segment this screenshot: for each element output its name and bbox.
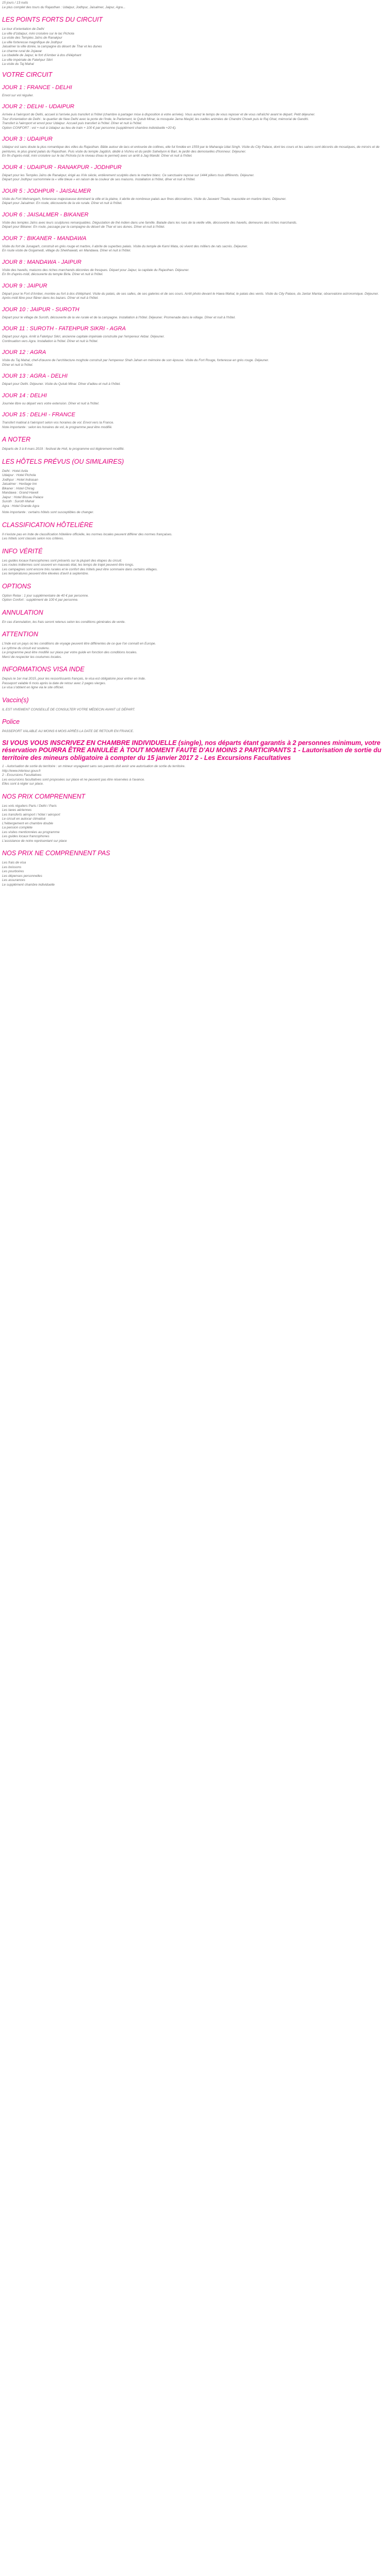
attention-line: Le programme peut être modifié sur place par votre guide en fonction des conditions locales. xyxy=(2,651,138,654)
day-text: Après-midi libre pour flâner dans les bazars. Dîner et nuit à l'hôtel. xyxy=(2,296,99,300)
police-title: Police xyxy=(2,718,20,725)
day-text: Dîner et nuit à l'hôtel. xyxy=(2,363,34,367)
info-verite-title: INFO VÉRITÉ xyxy=(2,547,43,555)
classification-line: Les hôtels sont classés selon nos critères. xyxy=(2,537,64,540)
vaccins-text xyxy=(2,708,389,713)
points-forts-item: La ville forteresse magnifique de Jodhpur xyxy=(2,40,62,44)
day-block xyxy=(2,84,389,98)
info-verite-line: Les routes indiennes sont souvent en mauvais état, les temps de trajet peuvent être longs. xyxy=(2,563,134,567)
day-text: Journée libre ou départ vers votre extension. Dîner et nuit à l'hôtel. xyxy=(2,401,100,405)
intro-text xyxy=(2,1,389,10)
hotel-item: Suroth : Suroth Mahal xyxy=(2,500,35,503)
options-line: Option Relax : 1 jour supplémentaire de 40 € par personne. xyxy=(2,594,89,598)
day-title: JOUR 4 : UDAIPUR - RANAKPUR - JODHPUR xyxy=(2,164,122,171)
day-text: Note importante : selon les horaires de vol, le programme peut être modifié. xyxy=(2,425,112,429)
day-text: Visite du Taj Mahal, chef-d'œuvre de l'architecture moghole construit par l'empereur Shah Jahan en mémoire de son épouse. Visite du Fort Rouge, forteresse en grès rouge. Déjeuner. xyxy=(2,359,269,362)
prix-comprend-title: NOS PRIX COMPRENNENT xyxy=(2,792,86,800)
hotel-item: Jodhpur : Hotel Indrasan xyxy=(2,478,38,482)
day-text: Départ pour Agra. Arrêt à Fatehpur Sikri, ancienne capitale impériale construite par l'empereur Akbar. Déjeuner. xyxy=(2,335,165,338)
inscription-line: 1 - Autorisation de sortie du territoire : un mineur voyageant sans ses parents doit avoir une autorisation de sortie du territoire. xyxy=(2,765,186,768)
day-title: JOUR 8 : MANDAWA - JAIPUR xyxy=(2,259,82,265)
day-text: Visite du fort de Junagarh, construit en grès rouge et marbre, il abrite de superbes palais. Visite du temple de Karni Mata, où vivent des milliers de rats sacrés. Déjeuner. xyxy=(2,244,248,248)
day-title: JOUR 7 : BIKANER - MANDAWA xyxy=(2,235,87,242)
prix-ne-comprend-item: Les assurances xyxy=(2,878,25,882)
day-text: Départ pour les Temples Jaïns de Ranakpur, érigé au XVe siècle, entièrement sculptés dans le marbre blanc. Ce sanctuaire repose sur 1444 piliers tous différents. Déjeuner. xyxy=(2,173,255,177)
police-text xyxy=(2,730,389,734)
prix-comprend-item: Les taxes aériennes xyxy=(2,808,32,812)
day-block xyxy=(2,212,389,230)
days-list xyxy=(2,84,389,430)
day-title: JOUR 6 : JAISALMER - BIKANER xyxy=(2,211,89,218)
day-text: Continuation vers Agra. Installation à l'hôtel. Dîner et nuit à l'hôtel. xyxy=(2,339,99,343)
hotel-item: Delhi : Hotel Avila xyxy=(2,469,28,473)
hotel-item: Jaisalmer : Heritage Inn xyxy=(2,482,37,486)
annulation-line: En cas d'annulation, les frais seront retenus selon les conditions générales de vente. xyxy=(2,620,126,624)
police-line: PASSEPORT VALABLE AU MOINS 6 MOIS APRÈS LA DATE DE RETOUR EN FRANCE. xyxy=(2,730,134,733)
day-text: En route visite de Gogamedi, village du Shekhawati, en Mandawa. Dîner et nuit à l'hôtel. xyxy=(2,249,131,252)
day-text: Udaipur est sans doute la plus romantique des villes du Rajasthan. Bâtie autour de lacs et entourée de collines, elle fut fondée en 1559 par le Maharaja Udai Singh. Visite du City Palace, dont les cours et les salons sont décorés de mosaïques, de miroirs et de peintures, le plus grand palais du Rajasthan. Puis visite du temple Jagdish, dédié à Vishnu et du jardin Saheliyon ki Bari, le jardin des demoiselles d'honneur. Déjeuner. xyxy=(2,145,380,154)
day-block xyxy=(2,136,389,159)
day-title: JOUR 2 : DELHI - UDAIPUR xyxy=(2,104,74,110)
day-title: JOUR 15 : DELHI - FRANCE xyxy=(2,412,75,418)
classification-line: Il n'existe pas en Inde de classification hôtelière officielle, les normes locales peuvent différer des normes françaises. xyxy=(2,532,173,536)
day-block xyxy=(2,326,389,344)
points-forts-item: La visite des Temples Jaïns de Ranakpur xyxy=(2,36,62,40)
day-block xyxy=(2,307,389,320)
annulation-title: ANNULATION xyxy=(2,608,43,616)
intro-line: 15 jours / 13 nuits xyxy=(2,1,28,5)
points-forts-item: Le charme rural de Jojawar xyxy=(2,49,42,53)
points-forts-list xyxy=(2,27,389,67)
day-title: JOUR 3 : UDAIPUR xyxy=(2,136,53,142)
day-text: Départ pour Delhi. Déjeuner. Visite du Qutub Minar. Dîner d'adieu et nuit à l'hôtel. xyxy=(2,382,121,386)
vaccins-title: Vaccin(s) xyxy=(2,696,29,704)
day-block xyxy=(2,104,389,130)
info-verite-line: Les températures peuvent être élevées d'avril à septembre. xyxy=(2,572,89,575)
day-text: Départ pour le village de Suroth, découverte de la vie rurale et de la campagne. Installation à l'hôtel. Déjeuner. Promenade dans le village. Dîner et nuit à l'hôtel. xyxy=(2,315,236,319)
attention-line: Merci de respecter les coutumes locales. xyxy=(2,655,62,659)
day-title: JOUR 10 : JAIPUR - SUROTH xyxy=(2,306,79,313)
day-text: Départ pour Bikaner. En route, passage par la campagne du désert de Thar et ses dunes. Dîner et nuit à l'hôtel. xyxy=(2,225,165,229)
day-text: Visite du Fort Mehrangarh, forteresse majestueuse dominant la ville et la plaine, il abrite de nombreux palais aux fines décorations. Visite du Jaswant Thada, mausolée en marbre blanc. Déjeuner. xyxy=(2,197,287,201)
day-title: JOUR 12 : AGRA xyxy=(2,349,46,355)
prix-ne-comprend-item: Les boissons xyxy=(2,865,22,869)
prix-comprend-item: L'hébergement en chambre double xyxy=(2,821,53,825)
day-text: Envol sur vol régulier. xyxy=(2,93,34,97)
day-block xyxy=(2,188,389,206)
day-title: JOUR 5 : JODHPUR - JAISALMER xyxy=(2,188,91,194)
infos-visa-title: INFORMATIONS VISA INDE xyxy=(2,666,85,673)
visa-line: Le visa s'obtient en ligne via le site officiel. xyxy=(2,686,64,689)
options-line: Option Confort : supplément de 100 € par personne. xyxy=(2,598,78,602)
day-title: JOUR 9 : JAIPUR xyxy=(2,282,47,289)
day-text: Transfert à l'aéroport et envol pour Udaipur. Accueil puis transfert à l'hôtel. Dîner et nuit à l'hôtel. xyxy=(2,122,142,125)
day-text: Départ pour le Fort d'Amber, montée au fort à dos d'éléphant. Visite du palais, de ses salles, de ses galeries et de ses cours. Arrêt photo devant le Hawa Mahal, le palais des vents. Visite du City Palace, du Jantar Mantar, observatoire astronomique. Déjeuner. xyxy=(2,292,379,296)
hotels-list xyxy=(2,469,389,509)
hotels-title: LES HÔTELS PRÉVUS (OU SIMILAIRES) xyxy=(2,457,124,465)
attention-line: Le rythme du circuit est soutenu. xyxy=(2,646,50,650)
intro-line: Le plus complet des tours du Rajasthan : Udaipur, Jodhpur, Jaisalmer, Jaipur, Agra... xyxy=(2,5,126,9)
day-text: Arrivée à l'aéroport de Delhi, accueil à l'arrivée puis transfert à l'hôtel (chambre à partager mise à disposition à votre arrivée). Vous aurez le temps de vous reposer et de vous rafraîchir avant le départ. Petit déjeuner. xyxy=(2,113,316,116)
day-title: JOUR 13 : AGRA - DELHI xyxy=(2,373,68,379)
annulation-text xyxy=(2,620,389,625)
classification-title: CLASSIFICATION HÔTELIÈRE xyxy=(2,521,93,529)
a-noter-title: A NOTER xyxy=(2,436,31,443)
prix-ne-comprend-title: NOS PRIX NE COMPRENNENT PAS xyxy=(2,850,110,857)
day-text: Option CONFORT : vol + nuit à Udaipur au lieu de train + 100 € par personne (supplément chambre individuelle +20 €). xyxy=(2,126,176,130)
day-block xyxy=(2,393,389,406)
prix-comprend-item: Le circuit en autocar climatisé xyxy=(2,817,46,821)
prix-comprend-item: Les transferts aéroport / hôtel / aéroport xyxy=(2,812,60,817)
vaccins-line: IL EST VIVEMENT CONSEILLÉ DE CONSULTER VOTRE MÉDECIN AVANT LE DÉPART. xyxy=(2,707,135,711)
day-block xyxy=(2,373,389,387)
day-text: En fin d'après-midi, découverte du temple Birla. Dîner et nuit à l'hôtel. xyxy=(2,273,104,276)
hotel-item: Udaipur : Hotel Pichola xyxy=(2,473,36,477)
attention-title: ATTENTION xyxy=(2,631,38,638)
prix-comprend-item: Les vols réguliers Paris / Delhi / Paris xyxy=(2,804,57,808)
hotels-note: Note importante : certains hôtels sont susceptibles de changer. xyxy=(2,511,94,514)
inscription-warning: SI VOUS VOUS INSCRIVEZ EN CHAMBRE INDIVIDUELLE (single), nos départs étant garantis à 2 personnes minimum, votre réservation POURRA ÊTRE ANNULÉE À TOUT MOMENT FAUTE D'AU MOINS 2 PARTICIPANTS 1 - Lautorisation de sortie du territoire des mineurs obligatoire à compter du 15 janvier 2017 2 - Les Excursions Facultatives xyxy=(2,739,382,761)
points-forts-item: La ville impériale de Fatehpur Sikri xyxy=(2,58,53,62)
hotel-item: Mandawa : Grand Haveli xyxy=(2,491,39,495)
day-title: JOUR 11 : SUROTH - FATEHPUR SIKRI - AGRA xyxy=(2,326,126,332)
attention-text xyxy=(2,642,389,659)
points-forts-item: Jaisalmer la ville dorée, la campagne du désert de Thar et les dunes xyxy=(2,45,102,48)
visa-line: Passeport valable 6 mois après la date de retour avec 2 pages vierges. xyxy=(2,681,106,685)
day-text: Transfert matinal à l'aéroport selon vos horaires de vol. Envol vers la France. xyxy=(2,421,115,425)
points-forts-item: Le tour d'orientation de Delhi xyxy=(2,27,44,31)
day-text: En fin d'après-midi, mini croisière sur le lac Pichola (si le niveau d'eau le permet) avec un arrêt à Jag Mandir. Dîner et nuit à l'hôtel. xyxy=(2,154,192,158)
points-forts-item: La citadelle de Jaipur, le fort d'Amber à dos d'éléphant xyxy=(2,54,82,57)
points-forts-title: LES POINTS FORTS DU CIRCUIT xyxy=(2,16,103,23)
infos-visa-text xyxy=(2,677,389,690)
prix-ne-comprend-item: Le supplément chambre individuelle xyxy=(2,883,55,887)
options-title: OPTIONS xyxy=(2,582,31,590)
page xyxy=(0,0,391,887)
day-title: JOUR 14 : DELHI xyxy=(2,392,47,399)
prix-comprend-item: La pension complète xyxy=(2,826,32,829)
info-verite-line: Les guides locaux francophones sont présents sur la plupart des étapes du circuit. xyxy=(2,558,122,563)
day-text: Visite des temples Jaïns avec leurs sculptures remarquables. Dégustation de thé indien dans une famille. Balade dans les rues de la vieille ville, découverte des havelis, demeures des riches marchands. xyxy=(2,221,298,225)
visa-line: Depuis le 1er mai 2015, pour les ressortissants français, le visa est obligatoire pour entrer en Inde. xyxy=(2,677,146,681)
classification-text xyxy=(2,533,389,541)
day-block xyxy=(2,349,389,367)
inscription-details xyxy=(2,765,389,787)
hotel-item: Jaipur : Hotel Bissau Palace xyxy=(2,495,43,499)
info-verite-text xyxy=(2,559,389,577)
prix-comprend-list xyxy=(2,804,389,844)
inscription-line: http://www.interieur.gouv.fr xyxy=(2,769,41,773)
day-block xyxy=(2,259,389,277)
day-block xyxy=(2,412,389,430)
votre-circuit-title: VOTRE CIRCUIT xyxy=(2,71,53,78)
day-block xyxy=(2,235,389,253)
prix-ne-comprend-list xyxy=(2,861,389,887)
day-text: Tour d'orientation de Delhi : le quartier de New Delhi avec la porte de l'Inde, le Parlement, le Qutub Minar, la mosquée Jama Masjid, les ruelles animées de Chandni Chowk puis le Raj Ghat, mémorial de Gandhi. xyxy=(2,117,309,121)
day-block xyxy=(2,283,389,301)
hotel-item: Agra : Hotel Grande Agra xyxy=(2,504,39,508)
prix-comprend-item: Les guides locaux francophones xyxy=(2,835,50,838)
day-text: Départ pour Jaisalmer. En route, découverte de la vie rurale. Dîner et nuit à l'hôtel. xyxy=(2,201,122,205)
prix-ne-comprend-item: Les dépenses personnelles xyxy=(2,874,42,878)
inscription-line: 2 - Excursions Facultatives xyxy=(2,773,42,777)
day-text: Visite des havelis, maisons des riches marchands décorées de fresques. Départ pour Jaipur, la capitale du Rajasthan. Déjeuner. xyxy=(2,268,190,272)
points-forts-item: La visite du Taj Mahal xyxy=(2,62,34,66)
prix-comprend-item: L'assistance de notre représentant sur place xyxy=(2,839,67,843)
day-title: JOUR 1 : FRANCE - DELHI xyxy=(2,84,72,91)
a-noter-text xyxy=(2,447,389,452)
points-forts-item: La ville d'Udaipur, mini croisière sur le lac Pichola xyxy=(2,31,74,36)
prix-comprend-item: Les visites mentionnées au programme xyxy=(2,830,60,834)
hotel-item: Bikaner : Hotel Chirag xyxy=(2,486,35,490)
a-noter-line: Départs de 3 à 8 mars 2019 : festival de Holi, le programme est légèrement modifié. xyxy=(2,447,125,451)
day-block xyxy=(2,164,389,182)
inscription-line: Les excursions facultatives sont proposées sur place et ne peuvent pas être réservées à l'avance. xyxy=(2,777,145,782)
prix-ne-comprend-item: Les pourboires xyxy=(2,870,24,873)
info-verite-line: Les campagnes sont encore très rurales et le confort des hôtels peut être sommaire dans certains villages. xyxy=(2,567,158,571)
day-text: Départ pour Jodhpur surnommée la « ville bleue » en raison de la couleur de ses maisons. Installation à l'hôtel, dîner et nuit à l'hôtel. xyxy=(2,178,196,181)
prix-ne-comprend-item: Les frais de visa xyxy=(2,861,26,865)
attention-line: L'Inde est un pays où les conditions de voyage peuvent être différentes de ce que l'on connaît en Europe. xyxy=(2,642,156,646)
inscription-line: Elles sont à régler sur place. xyxy=(2,782,44,786)
options-text xyxy=(2,594,389,603)
